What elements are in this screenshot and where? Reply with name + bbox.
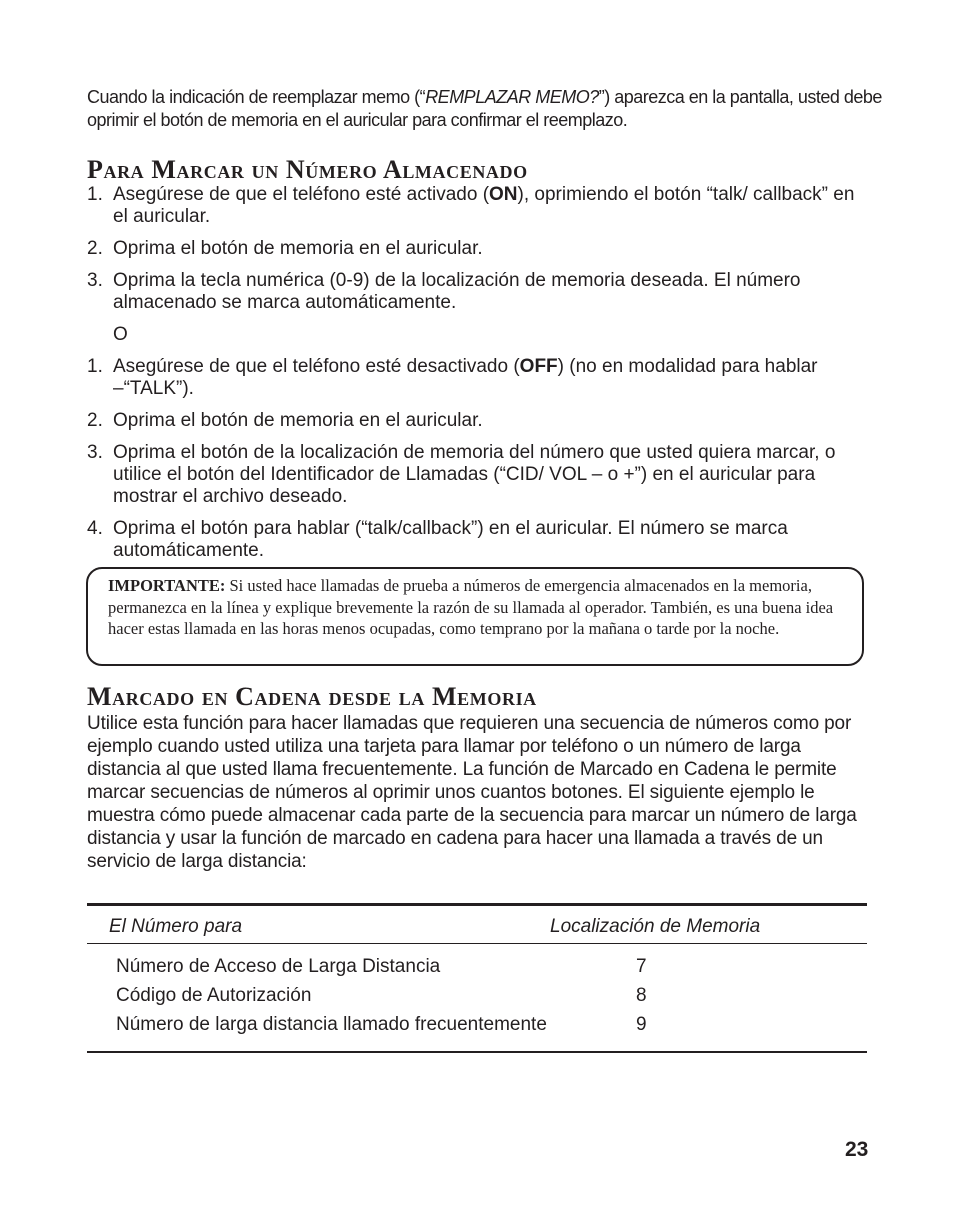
section-heading-dial-stored-number: Para Marcar un Número Almacenado [87,155,528,184]
step-number: 3. [87,270,103,291]
table-cell: Número de larga distancia llamado frecuentemente [116,1014,547,1035]
note-label: IMPORTANTE: [108,576,226,595]
step-text: Oprima el botón de la localización de memoria del número que usted quiera marcar, o utilice el botón del Identificador de Llamadas (“CID/ VOL – o +”) en el auricular para mostrar el archivo deseado. [113,442,836,507]
list-item [87,238,867,260]
list-item [87,410,867,432]
step-number: 3. [87,442,103,463]
step-bold: ON [489,184,518,205]
list-item [87,518,867,562]
table-row [87,1014,867,1043]
table-cell: 9 [636,1014,647,1035]
table-cell: Número de Acceso de Larga Distancia [116,956,441,977]
memory-location-table [87,903,867,1053]
list-item [87,184,867,228]
note-text: Si usted hace llamadas de prueba a números de emergencia almacenados en la memoria, permanezca en la línea y explique brevemente la razón de su llamada al operador. También, es una buena idea hacer estas llamada en las horas menos ocupadas, como temprano por la mañana o tarde por la noche. [108,576,834,638]
table-cell: Código de Autorización [116,985,312,1006]
step-text: Oprima el botón de memoria en el auricular. [113,238,483,259]
table-row [87,985,867,1014]
table-row [87,956,867,985]
step-text: Oprima la tecla numérica (0-9) de la localización de memoria deseada. El número almacenado se marca automáticamente. [113,270,801,313]
intro-text-end: ”) aparezca en la pantalla, usted debe oprimir el botón de memoria en el auricular para confirmar el reemplazo. [87,87,882,130]
important-note-box [86,567,864,666]
list-item [87,270,867,314]
intro-emphasis: REMPLAZAR MEMO? [425,87,599,107]
step-number: 1. [87,356,103,377]
step-number: 2. [87,410,103,431]
column-header-location: Localización de Memoria [550,916,761,937]
chain-dialing-paragraph: Utilice esta función para hacer llamadas que requieren una secuencia de números como por ejemplo cuando usted utiliza una tarjeta para llamar por teléfono o un número de larga distancia al que usted llama frecuentemente. La función de Marcado en Cadena le permite marcar secuencias de números al oprimir unos cuantos botones. El siguiente ejemplo le muestra cómo puede almacenar cada parte de la secuencia para marcar un número de larga distancia y usar la función de marcado en cadena para hacer una llamada a través de un servicio de larga distancia: [87,713,857,872]
step-text: Oprima el botón de memoria en el auricular. [113,410,483,431]
table-cell: 7 [636,956,647,977]
step-text: Oprima el botón para hablar (“talk/callback”) en el auricular. El número se marca automáticamente. [113,518,788,561]
step-text: Asegúrese de que el teléfono esté activado ( [113,184,490,205]
intro-paragraph [87,86,887,132]
step-number: 4. [87,518,103,539]
list-item [87,356,867,400]
intro-text-start: Cuando la indicación de reemplazar memo (“ [87,87,426,107]
steps-list-on [87,184,867,324]
section-heading-chain-dialing: Marcado en Cadena desde la Memoria [87,682,537,711]
page-number: 23 [845,1138,869,1161]
column-header-number: El Número para [109,916,243,937]
step-text: Asegúrese de que el teléfono esté desactivado ( [113,356,520,377]
table-cell: 8 [636,985,647,1006]
steps-list-off [87,356,867,572]
list-item [87,442,867,508]
step-text: ), oprimiendo el botón “talk/ callback” en el auricular. [113,184,855,227]
step-text: ) (no en modalidad para hablar –“TALK”). [113,356,818,399]
or-separator: O [113,324,128,345]
step-number: 1. [87,184,103,205]
table-body [87,944,867,1051]
step-number: 2. [87,238,103,259]
table-header [87,906,867,944]
step-bold: OFF [519,356,558,377]
